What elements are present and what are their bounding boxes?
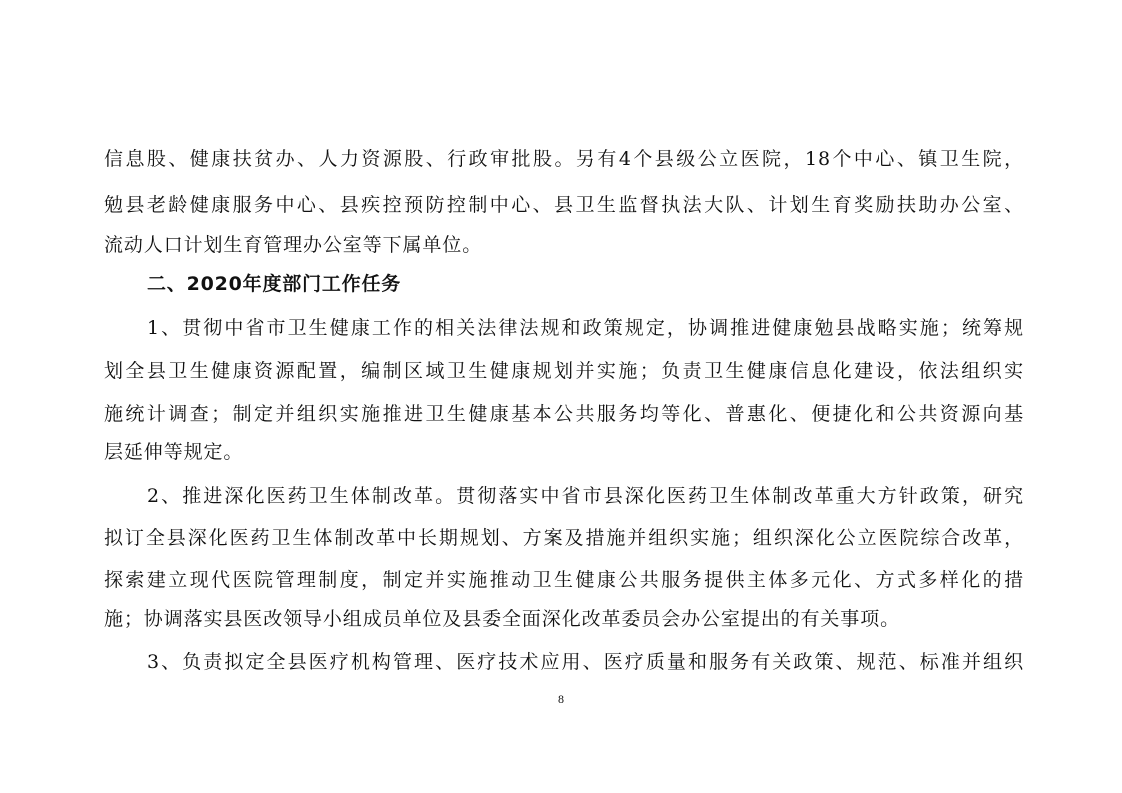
body-text-line: 探索建立现代医院管理制度，制定并实施推动卫生健康公共服务提供主体多元化、方式多样化的措 bbox=[104, 569, 1024, 591]
body-text-line: 施；协调落实县医改领导小组成员单位及县委全面深化改革委员会办公室提出的有关事项。 bbox=[104, 608, 901, 630]
body-text-line: 划全县卫生健康资源配置，编制区域卫生健康规划并实施；负责卫生健康信息化建设，依法组织实 bbox=[104, 360, 1024, 382]
section-heading: 二、2020年度部门工作任务 bbox=[147, 273, 402, 295]
body-text-line: 流动人口计划生育管理办公室等下属单位。 bbox=[104, 234, 483, 256]
body-text-line: 施统计调查；制定并组织实施推进卫生健康基本公共服务均等化、普惠化、便捷化和公共资源向基 bbox=[104, 403, 1024, 425]
body-text-line: 层延伸等规定。 bbox=[104, 441, 244, 463]
page-number: 8 bbox=[558, 692, 564, 706]
body-text-line: 拟订全县深化医药卫生体制改革中长期规划、方案及措施并组织实施；组织深化公立医院综合改革， bbox=[104, 527, 1024, 549]
body-text-line: 3、负责拟定全县医疗机构管理、医疗技术应用、医疗质量和服务有关政策、规范、标准并组织 bbox=[147, 651, 1024, 673]
body-text-line: 1、贯彻中省市卫生健康工作的相关法律法规和政策规定，协调推进健康勉县战略实施；统筹规 bbox=[147, 317, 1024, 339]
body-text-line: 2、推进深化医药卫生体制改革。贯彻落实中省市县深化医药卫生体制改革重大方针政策，研究 bbox=[147, 485, 1024, 507]
body-text-line: 信息股、健康扶贫办、人力资源股、行政审批股。另有4个县级公立医院，18个中心、镇卫生院， bbox=[104, 148, 1024, 170]
body-text-line: 勉县老龄健康服务中心、县疾控预防控制中心、县卫生监督执法大队、计划生育奖励扶助办公室、 bbox=[104, 194, 1024, 216]
